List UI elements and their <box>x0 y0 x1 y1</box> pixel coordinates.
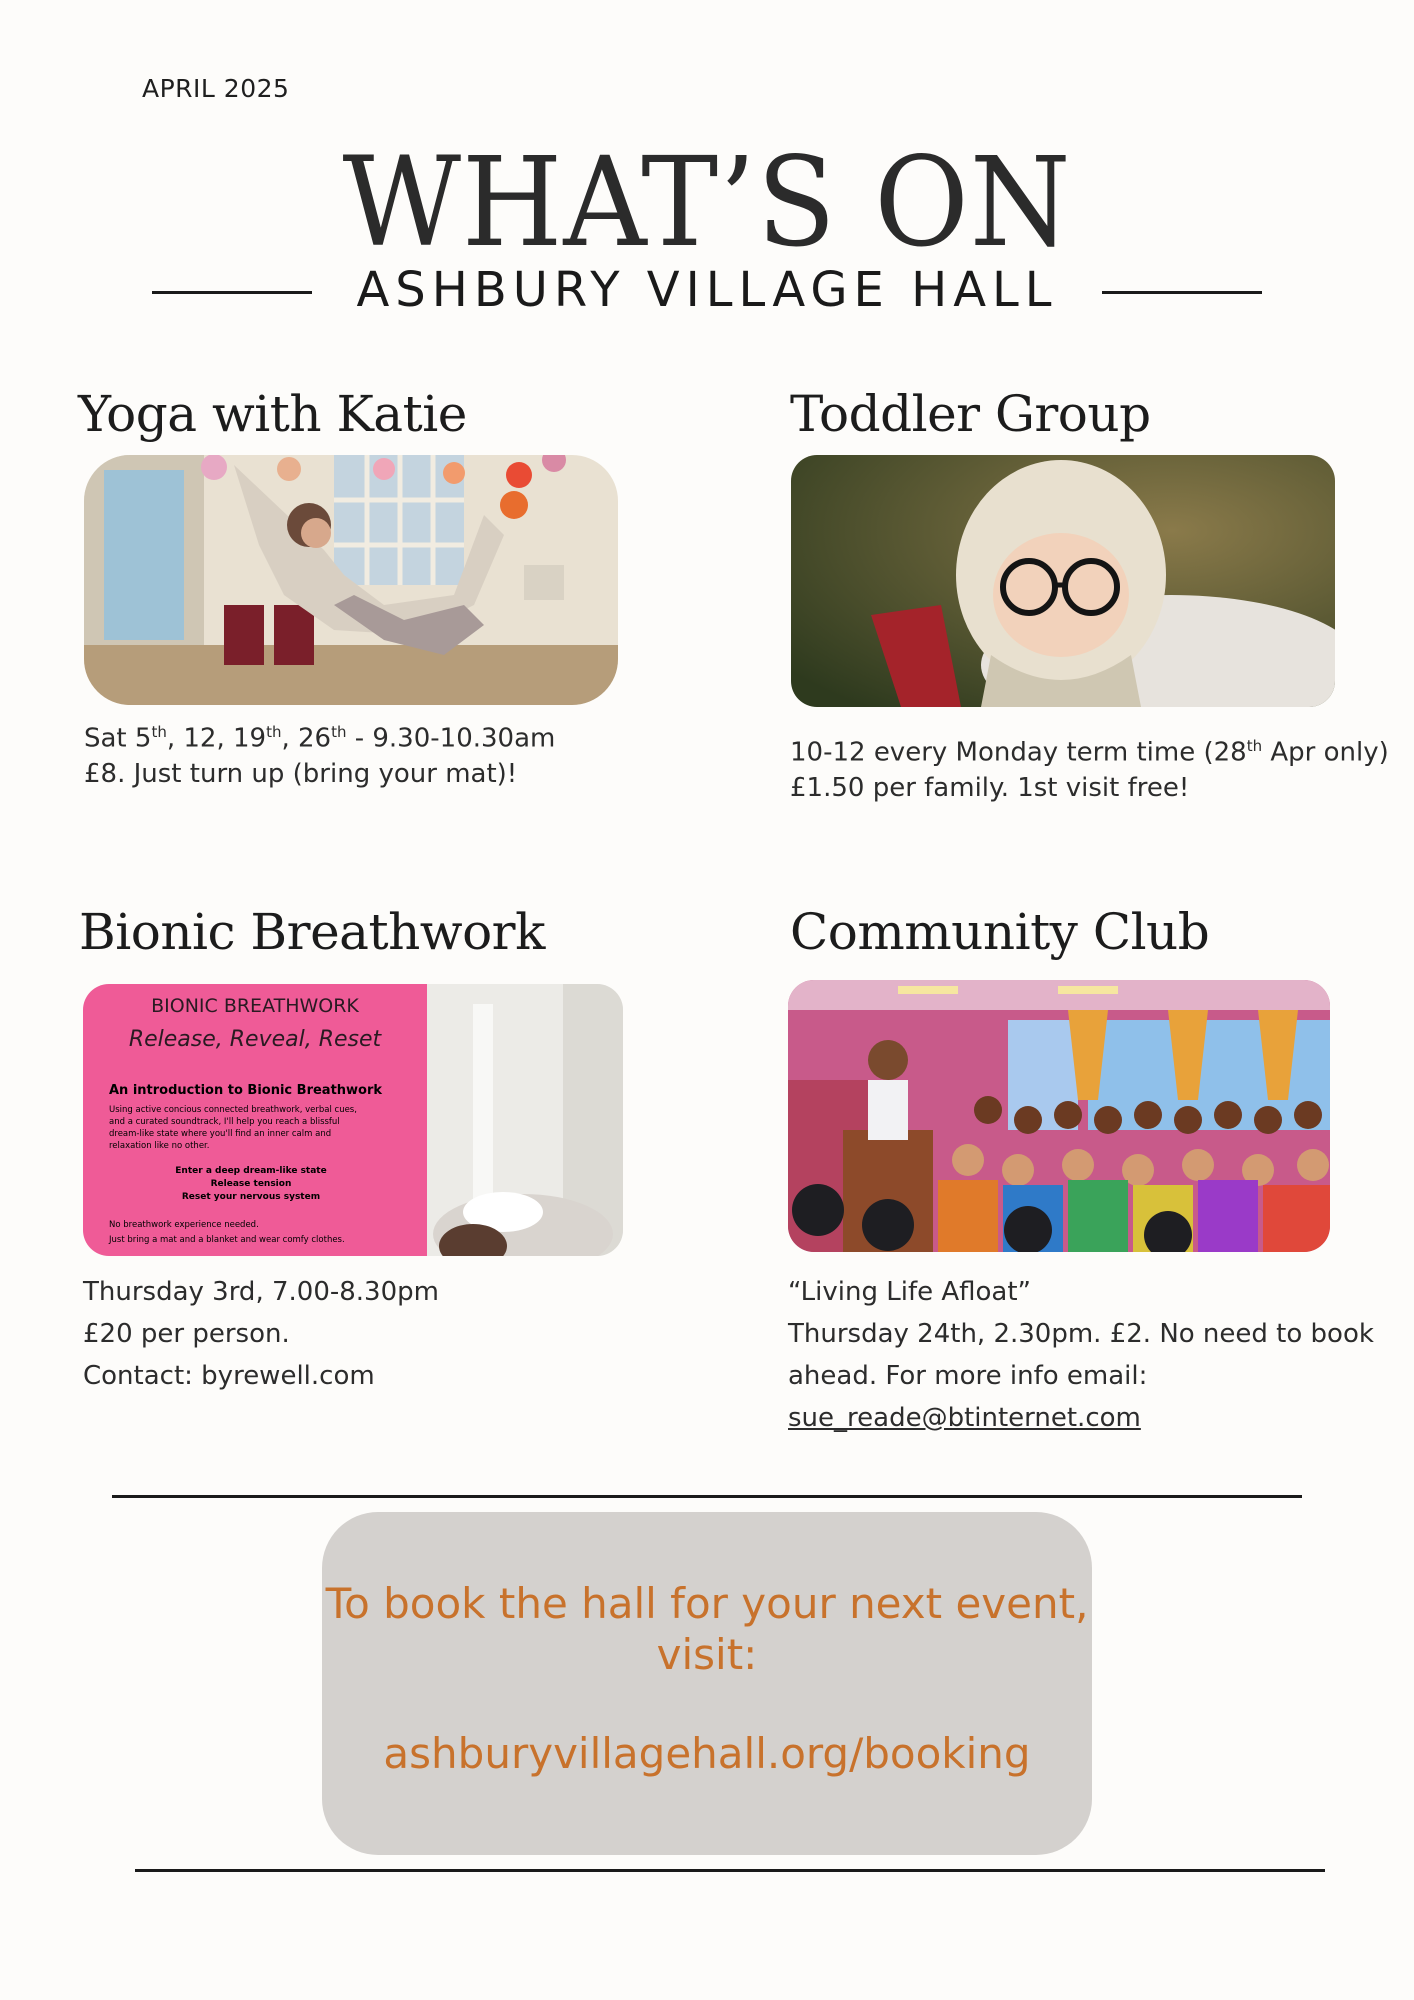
flyer-body-1: Using active concious connected breathwork, verbal cues, <box>109 1105 357 1115</box>
community-email-row <box>788 1398 1141 1439</box>
yoga-price: £8. Just turn up (bring your mat)! <box>84 759 518 789</box>
toddler-schedule: 10-12 every Monday term time (28th Apr only) <box>790 737 1389 768</box>
flyer-bullet-2: Release tension <box>210 1179 292 1189</box>
page-title: WHAT’S ON <box>342 131 1072 275</box>
flyer-script: Release, Reveal, Reset <box>128 1027 382 1052</box>
subtitle-rule-right <box>1102 291 1262 294</box>
divider-top <box>112 1495 1302 1498</box>
booking-link[interactable]: ashburyvillagehall.org/booking <box>383 1729 1031 1778</box>
booking-line-2: visit: <box>656 1630 758 1679</box>
toddler-price: £1.50 per family. 1st visit free! <box>790 773 1190 803</box>
flyer-body-4: relaxation like no other. <box>109 1141 210 1151</box>
flyer-intro: An introduction to Bionic Breathwork <box>109 1083 383 1098</box>
event-title-breathwork: Bionic Breathwork <box>79 903 545 961</box>
yoga-schedule: Sat 5th, 12, 19th, 26th - 9.30-10.30am <box>84 723 556 754</box>
community-talk-title: “Living Life Afloat” <box>788 1277 1032 1307</box>
flyer-body-3: dream-like state where you'll find an inner calm and <box>109 1129 332 1139</box>
flyer-foot-2: Just bring a mat and a blanket and wear comfy clothes. <box>109 1235 345 1245</box>
flyer-foot-1: No breathwork experience needed. <box>109 1220 259 1230</box>
event-title-toddler: Toddler Group <box>790 385 1151 443</box>
flyer-heading: BIONIC BREATHWORK <box>151 995 359 1017</box>
flyer-bullet-3: Reset your nervous system <box>181 1192 321 1202</box>
event-title-community: Community Club <box>790 903 1210 961</box>
community-illustration <box>788 980 1330 1252</box>
flyer-body-2: and a curated soundtrack, I'll help you reach a blissful <box>109 1117 340 1127</box>
toddler-photo <box>791 455 1335 707</box>
venue-subtitle: ASHBURY VILLAGE HALL <box>356 262 1058 318</box>
flyer-bullet-1: Enter a deep dream-like state <box>175 1166 327 1176</box>
event-title-yoga: Yoga with Katie <box>78 385 467 443</box>
issue-date: APRIL 2025 <box>142 74 290 103</box>
breathwork-schedule: Thursday 3rd, 7.00-8.30pm <box>83 1277 439 1307</box>
community-email-link[interactable]: sue_reade@btinternet.com <box>788 1403 1141 1433</box>
yoga-photo <box>84 455 618 705</box>
booking-callout <box>322 1512 1092 1855</box>
community-info: ahead. For more info email: <box>788 1361 1148 1391</box>
divider-bottom <box>135 1869 1325 1872</box>
breathwork-contact: Contact: byrewell.com <box>83 1361 375 1391</box>
breathwork-price: £20 per person. <box>83 1319 290 1349</box>
booking-line-1: To book the hall for your next event, <box>325 1579 1089 1628</box>
breathwork-flyer <box>83 984 623 1256</box>
community-schedule: Thursday 24th, 2.30pm. £2. No need to book <box>788 1319 1374 1349</box>
